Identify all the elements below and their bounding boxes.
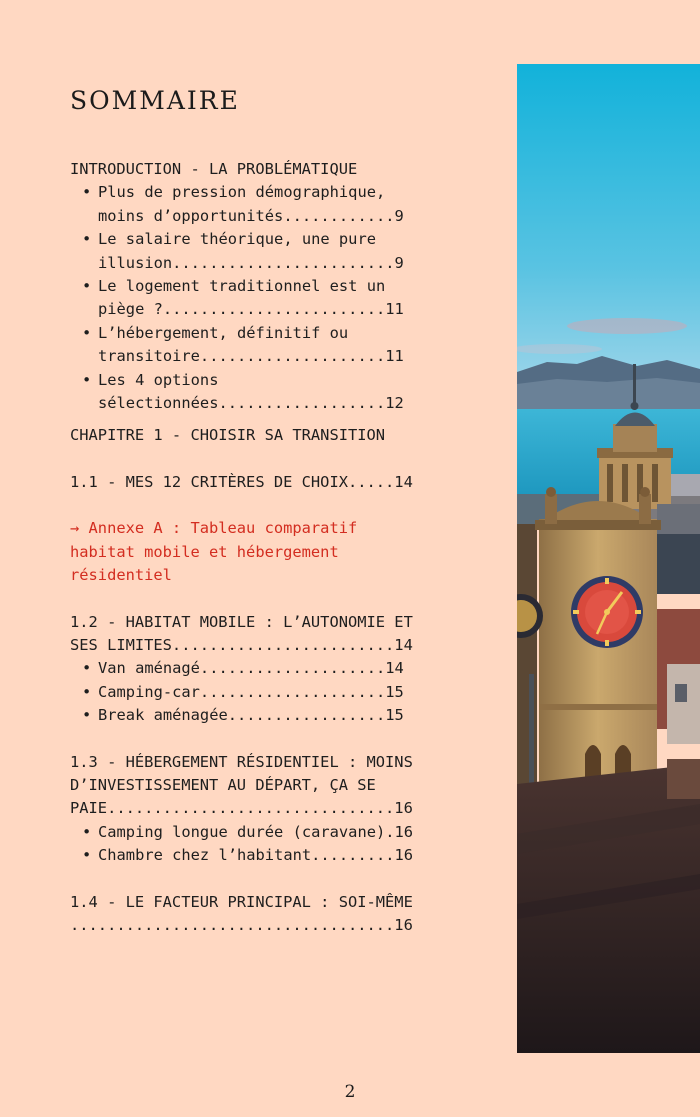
spacer	[70, 415, 440, 424]
city-photo	[517, 64, 700, 1053]
section-line: 1.2 - HABITAT MOBILE : L’AUTONOMIE ET	[70, 612, 413, 631]
toc-item-line: • Le logement traditionnel est un	[98, 277, 386, 296]
page-number: 2	[344, 1082, 356, 1102]
toc-section-1-4[interactable]	[70, 891, 440, 938]
toc-item-line: • Plus de pression démographique,	[98, 183, 386, 202]
toc-list-item[interactable]	[70, 322, 440, 369]
annex-line: habitat mobile et hébergement	[70, 542, 339, 561]
toc-item-line: • L’hébergement, définitif ou	[98, 323, 349, 342]
toc-item-line: illusion........................9	[98, 253, 404, 272]
toc-item-line: • Le salaire théorique, une pure	[98, 230, 376, 249]
toc-list-item[interactable]	[70, 704, 440, 727]
section-line: 1.3 - HÉBERGEMENT RÉSIDENTIEL : MOINS	[70, 752, 413, 771]
toc-list-item[interactable]	[70, 681, 440, 704]
toc-list-item[interactable]	[70, 657, 440, 680]
spacer	[70, 868, 440, 891]
page-title: SOMMAIRE	[70, 86, 240, 115]
toc-list-item[interactable]	[70, 844, 440, 867]
toc-list-item[interactable]	[70, 821, 440, 844]
toc-item-line: sélectionnées..................12	[98, 394, 404, 413]
annex-line: → Annexe A : Tableau comparatif	[70, 519, 358, 538]
section-line: SES LIMITES........................14	[70, 635, 413, 654]
toc-annex-link[interactable]	[70, 517, 440, 587]
toc-item-line: • Van aménagé....................14	[98, 659, 404, 678]
toc-chapter1-heading[interactable]: CHAPITRE 1 - CHOISIR SA TRANSITION	[70, 426, 386, 445]
toc-list-item[interactable]	[70, 181, 440, 228]
toc-section-1-3[interactable]	[70, 751, 440, 821]
table-of-contents	[70, 158, 440, 937]
toc-item-line: piège ?........................11	[98, 300, 404, 319]
toc-intro-heading: INTRODUCTION - LA PROBLÉMATIQUE	[70, 160, 358, 178]
section-line: 1.4 - LE FACTEUR PRINCIPAL : SOI-MÊME	[70, 892, 413, 911]
annex-line: résidentiel	[70, 566, 172, 585]
section-line: D’INVESTISSEMENT AU DÉPART, ÇA SE	[70, 775, 376, 794]
toc-item-line: • Camping-car....................15	[98, 682, 404, 701]
toc-item-line: transitoire....................11	[98, 347, 404, 366]
section-line: PAIE...............................16	[70, 799, 413, 818]
spacer	[70, 588, 440, 611]
toc-item-line: • Break aménagée.................15	[98, 706, 404, 725]
spacer	[70, 448, 440, 471]
toc-list-item[interactable]	[70, 275, 440, 322]
toc-item-line: • Camping longue durée (caravane).16	[98, 822, 414, 841]
toc-list-item[interactable]	[70, 228, 440, 275]
section-line: ...................................16	[70, 915, 413, 934]
toc-section-1-1[interactable]: 1.1 - MES 12 CRITÈRES DE CHOIX.....14	[70, 472, 413, 491]
clock-tower-photo-illustration	[517, 64, 700, 1053]
toc-section-1-2[interactable]	[70, 611, 440, 658]
spacer	[70, 494, 440, 517]
spacer	[70, 728, 440, 751]
toc-item-line: • Chambre chez l’habitant.........16	[98, 846, 414, 865]
toc-list-item[interactable]	[70, 369, 440, 416]
toc-item-line: • Les 4 options	[98, 370, 219, 389]
toc-item-line: moins d’opportunités............9	[98, 206, 404, 225]
